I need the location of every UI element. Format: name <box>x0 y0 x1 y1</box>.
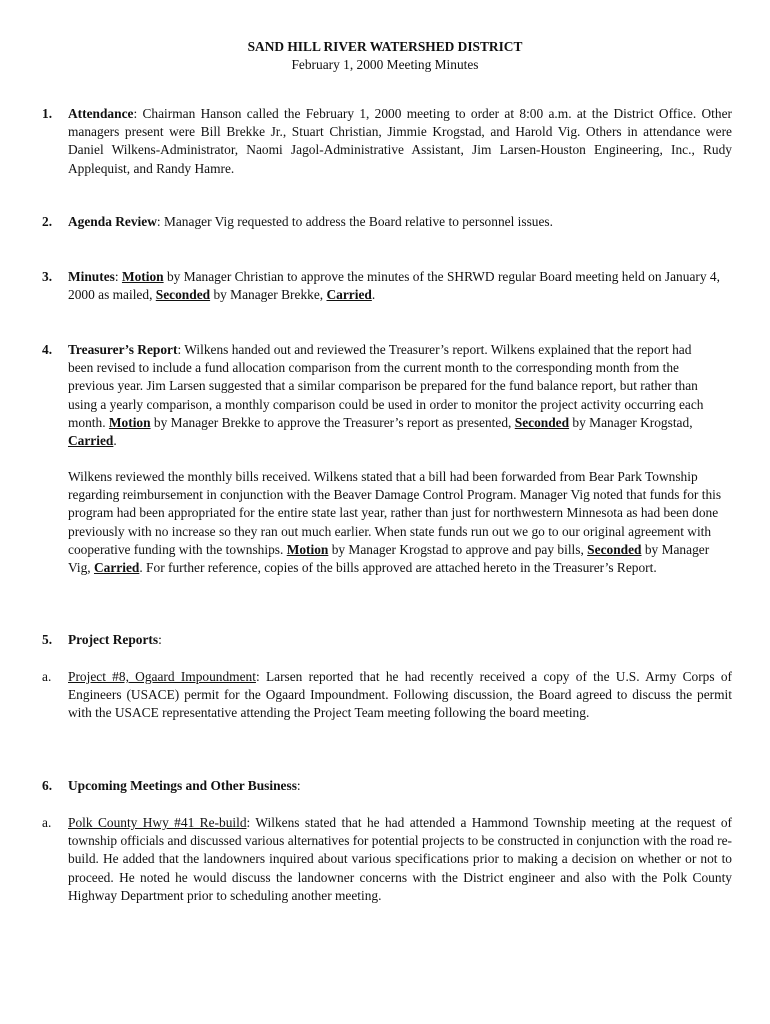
section-text: by Manager Krogstad to approve and pay bills, <box>328 541 588 557</box>
motion-label: Motion <box>121 269 164 284</box>
subsection-label: a. <box>42 669 52 684</box>
section-text: by Manager Christian to approve the minutes of the SHRWD regular Board meeting held on January 4, 2000 as mailed, <box>68 269 720 303</box>
subsection-text: : Larsen reported that he had recently received a copy of the U.S. Army Corps of Engineers (USACE) permit for the Ogaard Impoundment. Following discussion, the Board agreed to discuss the permit with the USACE representative attending the Project Team meeting following the board meeting. <box>68 669 732 721</box>
section-heading: Minutes <box>68 269 115 284</box>
motion-label: Motion <box>286 541 329 557</box>
section-heading: Upcoming Meetings and Other Business <box>68 778 297 793</box>
section-number: 3. <box>42 269 53 284</box>
section-text: : <box>158 632 162 647</box>
section-text: by Manager Krogstad, <box>569 414 693 430</box>
section-text: : Chairman Hanson called the February 1, 2000 meeting to order at 8:00 a.m. at the District Office. Other managers present were Bill Brekke Jr., Stuart Christian, Jimmie Krogstad, and Harold Vig. Others in attendance were Daniel Wilkens-Administrator, Naomi Jagol-Administrative Assistant, Jim Larsen-Houston Engineering, Inc., Rudy Applequist, and Randy Hamre. <box>68 106 732 176</box>
carried-label: Carried <box>93 560 140 576</box>
section-body <box>68 213 732 231</box>
section-text: by Manager Vig, <box>68 541 710 576</box>
subsection-title: Project #8, Ogaard Impoundment <box>68 669 256 684</box>
subsection-ogaard-impoundment <box>42 668 732 723</box>
section-number: 6. <box>42 778 53 793</box>
subsection-title: Polk County Hwy #41 Re-build <box>68 815 247 830</box>
section-text: : <box>114 269 122 284</box>
section-project-reports <box>42 631 732 649</box>
subsection-body <box>68 668 732 723</box>
subsection-body <box>68 814 732 905</box>
section-number: 5. <box>42 632 53 647</box>
section-text: by Manager Brekke to approve the Treasurer’s report as presented, <box>150 414 515 430</box>
section-agenda-review <box>42 213 732 231</box>
section-treasurers-report <box>42 341 732 450</box>
section-number: 4. <box>42 342 53 357</box>
section-heading: Agenda Review <box>68 214 157 229</box>
seconded-label: Seconded <box>587 541 642 557</box>
section-number: 1. <box>42 106 53 121</box>
carried-label: Carried <box>68 433 114 449</box>
section-attendance <box>42 105 732 178</box>
section-body <box>68 268 732 304</box>
section-body <box>68 468 732 577</box>
section-minutes <box>42 268 732 304</box>
section-text: Wilkens reviewed the monthly bills received. Wilkens stated that a bill had been forwarded from Bear Park Township regarding reimbursement in conjunction with the Beaver Damage Control Program. Manager Vig noted that funds for this program had been appropriated for the entire state last year, rather than just for northwestern Minnesota as had been done previously with no increase so they ran out much earlier. When state funds run out we go to our original agreement with cooperative funding with the townships. <box>68 469 722 557</box>
seconded-label: Seconded <box>155 287 211 303</box>
document-title: SAND HILL RIVER WATERSHED DISTRICT <box>247 39 523 54</box>
section-heading: Treasurer’s Report <box>68 342 178 357</box>
section-text: . <box>113 433 117 449</box>
section-treasurers-report-bills <box>42 468 732 577</box>
seconded-label: Seconded <box>514 414 570 430</box>
section-text: . <box>371 287 376 303</box>
motion-label: Motion <box>108 414 151 430</box>
section-upcoming-meetings <box>42 777 732 795</box>
section-text: . For further reference, copies of the bills approved are attached hereto in the Treasurer’s Report. <box>139 560 657 576</box>
subsection-label: a. <box>42 815 52 830</box>
section-text: : Manager Vig requested to address the Board relative to personnel issues. <box>156 214 553 229</box>
section-body <box>68 631 732 649</box>
section-heading: Project Reports <box>68 632 159 647</box>
document-subtitle: February 1, 2000 Meeting Minutes <box>291 57 479 72</box>
section-body <box>68 777 732 795</box>
subsection-text: : Wilkens stated that he had attended a Hammond Township meeting at the request of township officials and discussed various alternatives for potential projects to be constructed in conjunction with the road re-build. He added that the landowners inquired about various specifications prior to making a decision on whether or not to proceed. He noted he would discuss the landowner concerns with the District engineer and also with the Polk County Highway Department prior to scheduling another meeting. <box>68 815 732 903</box>
subsection-polk-county-hwy <box>42 814 732 905</box>
section-text: : <box>296 778 301 793</box>
section-number: 2. <box>42 214 53 229</box>
section-text: : Wilkens handed out and reviewed the Treasurer’s report. Wilkens explained that the report had been revised to include a fund allocation comparison from the current month to the corresponding month from the previous year. Jim Larsen suggested that a similar comparison be prepared for the fund balance report, but rather than using a yearly comparison, a monthly comparison could be used in order to monitor the project activity occurring each month. <box>68 342 704 430</box>
section-body <box>68 105 732 178</box>
section-body <box>68 341 720 450</box>
carried-label: Carried <box>326 287 372 303</box>
section-heading: Attendance <box>68 106 134 121</box>
section-text: by Manager Brekke, <box>210 287 327 303</box>
